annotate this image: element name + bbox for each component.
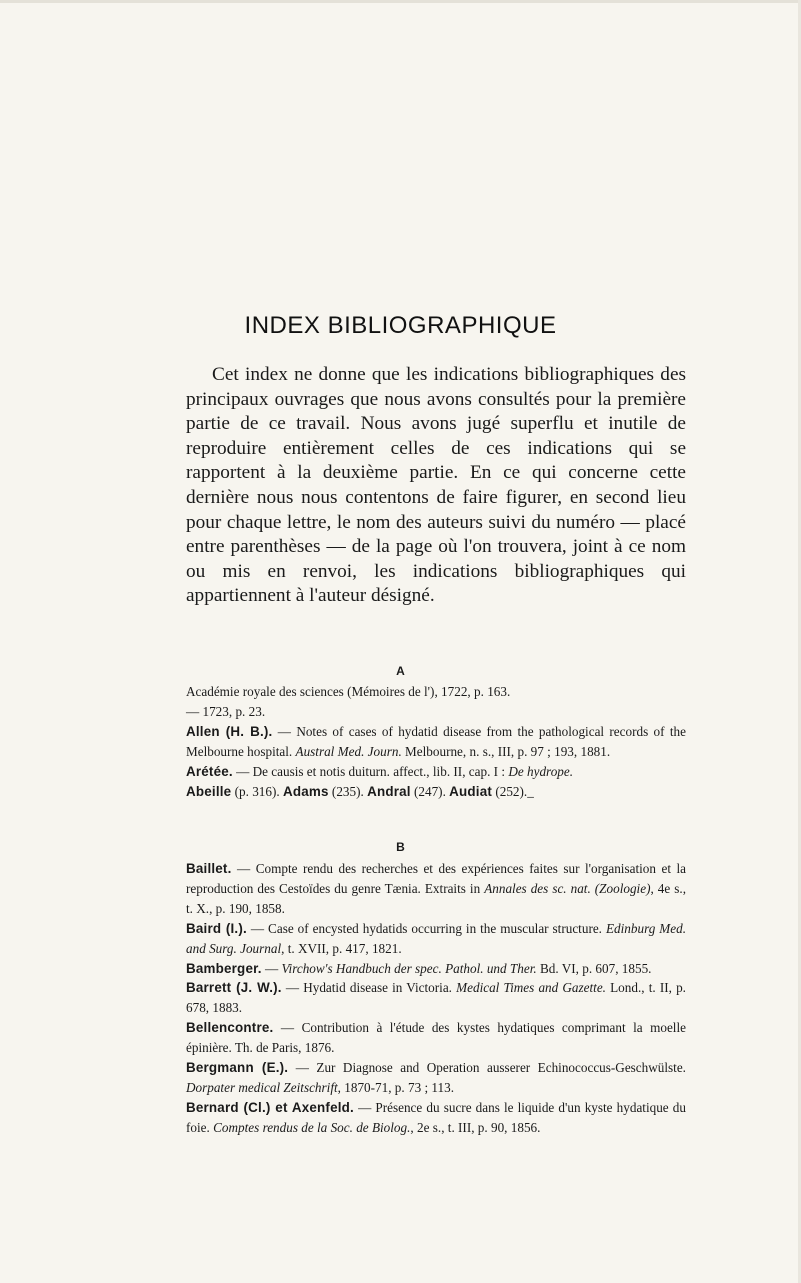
entry-text: — Case of encysted hydatids occurring in the muscular structure. (246, 920, 606, 936)
entry-author: Bernard (Cl.) et Axenfeld. (186, 1099, 354, 1115)
bib-entry (186, 1098, 686, 1138)
bib-entry (186, 682, 686, 702)
entry-text: — Présence du sucre dans le liquide d'un kyste hydatique du foie. (186, 1099, 686, 1135)
intro-paragraph: Cet index ne donne que les indications bibliographiques des principaux ouvrages que nous avons consultés pour la première partie de ce travail. Nous avons jugé superflu et inutile de reproduire entièrement celles de ces indications qui se rapportent à la deuxième partie. En ce qui concerne cette dernière nous nous contentons de faire figurer, en second lieu pour chaque lettre, le nom des auteurs suivi du numéro — placé entre parenthèses — de la page où l'on trouvera, joint à ce nom ou mis en renvoi, les indications bibliographiques qui appartiennent à l'auteur désigné. (186, 364, 686, 607)
bib-entry (186, 762, 686, 782)
entry-details: Bd. VI, p. 607, 1855. (536, 960, 652, 976)
bib-entry (186, 702, 686, 722)
page-title: INDEX BIBLIOGRAPHIQUE (244, 312, 557, 339)
entry-author: Baillet. (186, 861, 232, 876)
entry-text: — Hydatid disease in Victoria. (281, 980, 457, 996)
entry-details: Melbourne, n. s., III, p. 97 ; 193, 1881. (401, 743, 611, 759)
section-letter-a: A (396, 664, 405, 678)
bib-entry (186, 959, 686, 979)
entry-author: Arétée. (186, 763, 233, 779)
entry-page-ref: (252)._ (492, 783, 534, 799)
entry-text: — Compte rendu des recherches et des expériences faites sur l'organisation et la reproduction des Cestoïdes du genre Tænia. Extraits in (186, 861, 686, 896)
entry-text: — De causis et notis duiturn. affect., lib. II, cap. I : (232, 763, 509, 779)
entry-journal: De hydrope. (508, 763, 574, 779)
bib-entry (186, 1018, 686, 1058)
entry-author: Baird (I.). (186, 920, 247, 936)
section-a (186, 682, 686, 801)
bib-entry (186, 1058, 686, 1098)
entry-journal: Virchow's Handbuch der spec. Pathol. und Ther. (281, 960, 537, 976)
section-b (186, 859, 686, 1138)
entry-text: — Contribution à l'étude des kystes hydatiques comprimant la moelle épinière. Th. de Paris, 1876. (186, 1020, 686, 1056)
entry-page-ref: (247). (410, 783, 450, 799)
section-letter-b: B (396, 840, 405, 854)
entry-text: — Notes of cases of hydatid disease from the pathological records of the Melbourne hospital. (186, 723, 686, 759)
entry-text: — (261, 960, 282, 976)
entry-author: Allen (H. B.). (186, 723, 273, 739)
entry-author: Abeille (186, 783, 232, 799)
entry-author: Bergmann (E.). (186, 1060, 289, 1076)
entry-journal: Dorpater medical Zeitschrift (186, 1079, 338, 1095)
entry-details: , 4e s., t. X., p. 190, 1858. (186, 880, 686, 916)
entry-details: , t. XVII, p. 417, 1821. (281, 940, 402, 956)
entry-text: — 1723, p. 23. (186, 703, 266, 719)
entry-journal: Edinburg Med. and Surg. Journal (186, 920, 687, 956)
entry-author: Barrett (J. W.). (186, 980, 282, 996)
entry-journal: Medical Times and Gazette. (456, 980, 606, 996)
entry-journal: Austral Med. Journ. (295, 743, 402, 759)
bib-entry (186, 722, 686, 762)
bib-entry (186, 978, 686, 1018)
entry-details: Lond., t. II, p. 678, 1883. (186, 980, 686, 1016)
entry-page-ref: (235). (328, 783, 368, 799)
entry-author: Adams (282, 783, 329, 799)
entry-text: — Zur Diagnose and Operation ausserer Echinococcus-Geschwülste. (288, 1060, 686, 1076)
entry-details: , 1870-71, p. 73 ; 113. (337, 1079, 455, 1095)
entry-author: Audiat (449, 783, 493, 799)
entry-details: , 2e s., t. III, p. 90, 1856. (410, 1119, 541, 1135)
bib-entry-references (186, 782, 686, 802)
entry-text: Académie royale des sciences (Mémoires de l'), 1722, p. 163. (186, 684, 511, 699)
entry-page-ref: (p. 316). (231, 783, 283, 799)
entry-journal: Annales des sc. nat. (Zoologie) (484, 880, 651, 896)
entry-author: Andral (367, 783, 411, 799)
entry-journal: Comptes rendus de la Soc. de Biolog. (213, 1119, 411, 1135)
entry-author: Bamberger. (186, 960, 262, 976)
bib-entry (186, 859, 686, 919)
bib-entry (186, 919, 686, 959)
entry-author: Bellencontre. (186, 1020, 274, 1036)
